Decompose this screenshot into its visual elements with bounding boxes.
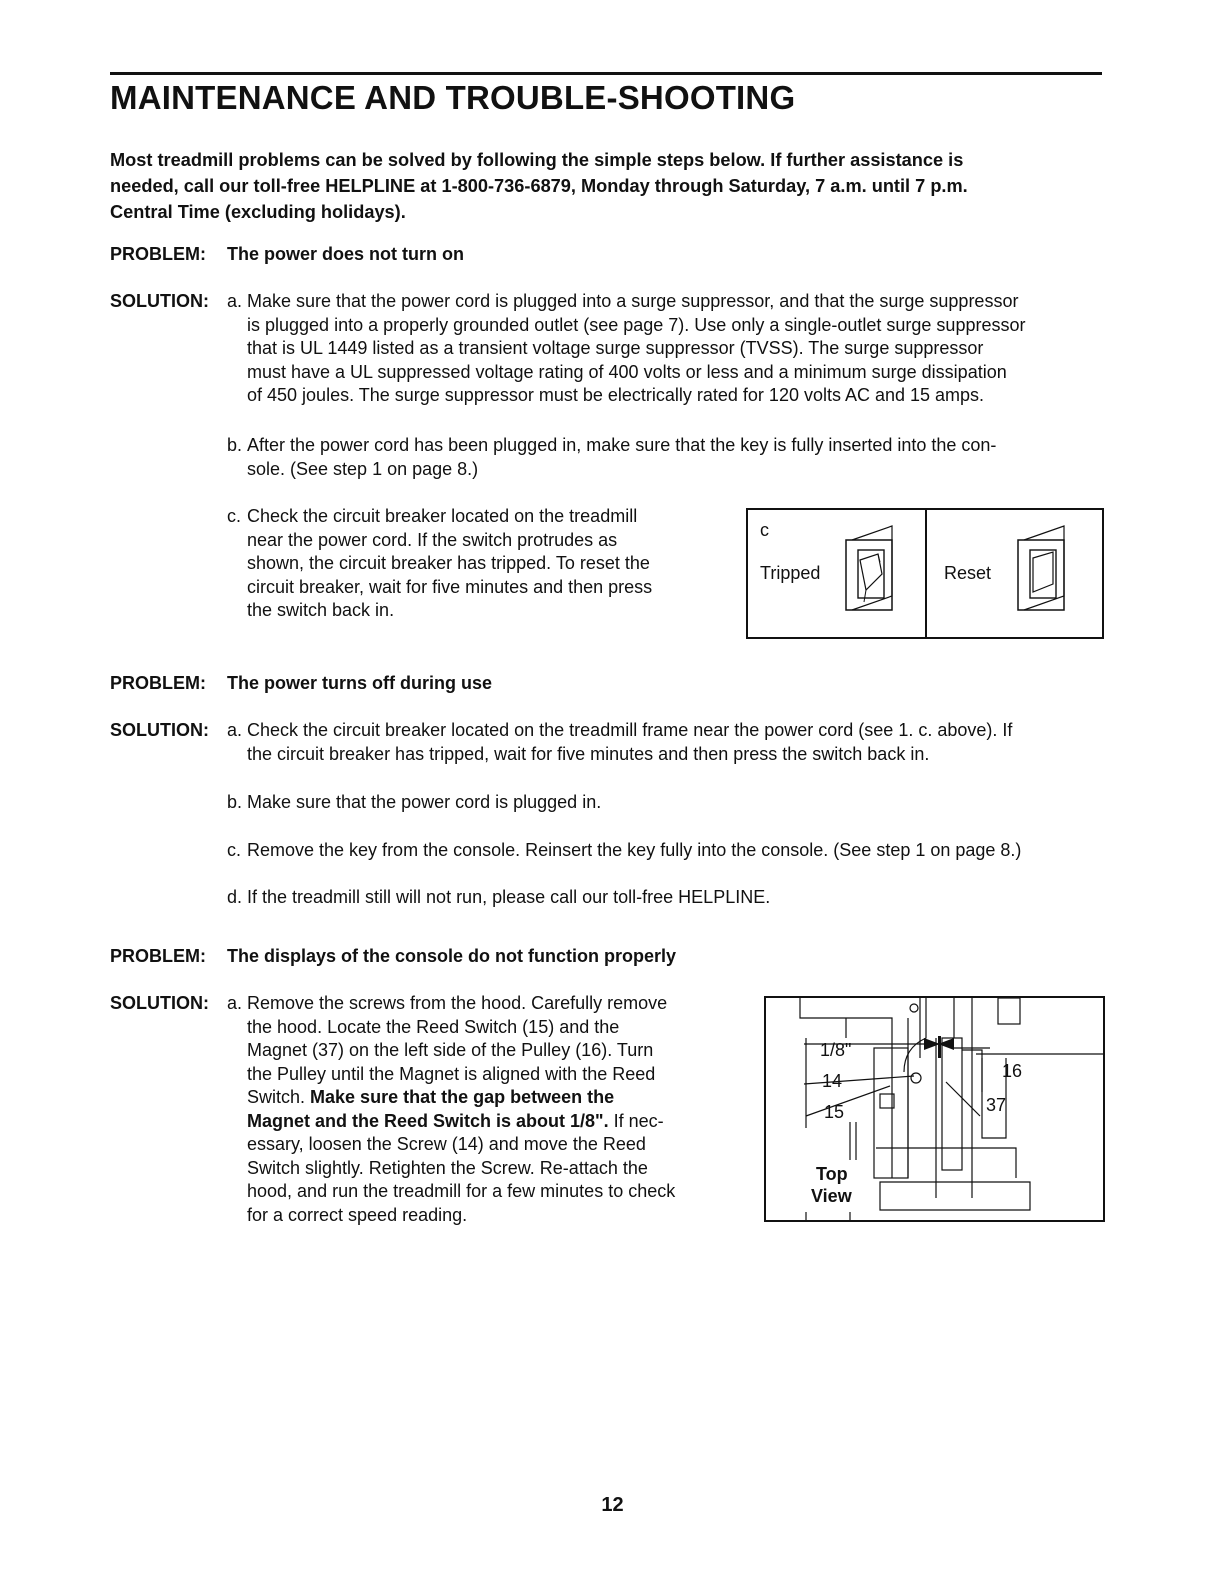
reset-switch-icon — [1016, 524, 1074, 620]
solution-label: SOLUTION: — [110, 291, 209, 311]
solution-item — [227, 886, 770, 910]
item-letter: b. — [227, 792, 243, 812]
item-line: must have a UL suppressed voltage rating of 400 volts or less and a minimum surge dissipation — [247, 361, 1007, 382]
view-label: View — [811, 1186, 852, 1206]
solution-item — [227, 719, 1012, 766]
gap-label: 1/8" — [820, 1040, 852, 1060]
item-line: the circuit breaker has tripped, wait for five minutes and then press the switch back in. — [247, 743, 930, 764]
problem-title: The displays of the console do not function properly — [227, 946, 677, 966]
item-line: Remove the key from the console. Reinsert the key fully into the console. (See step 1 on page 8.) — [247, 840, 1022, 860]
tripped-label: Tripped — [760, 563, 821, 583]
problem-label: PROBLEM: — [110, 244, 206, 264]
item-line: shown, the circuit breaker has tripped. To reset the — [247, 553, 650, 573]
item-line: Make sure that the power cord is plugged in. — [247, 792, 602, 812]
item-text: Switch. — [247, 1087, 311, 1107]
item-line — [247, 1110, 675, 1134]
intro-line: needed, call our toll-free HELPLINE at 1-800-736-6879, Monday through Saturday, 7 a.m. until 7 p.m. — [110, 176, 968, 196]
item-line: hood, and run the treadmill for a few minutes to check — [247, 1181, 676, 1201]
page-number: 12 — [601, 1494, 624, 1516]
item-line: essary, loosen the Screw (14) and move the Reed — [247, 1134, 646, 1154]
problem-label: PROBLEM: — [110, 673, 206, 693]
item-line: Magnet (37) on the left side of the Pulley (16). Turn — [247, 1040, 654, 1060]
item-line: Remove the screws from the hood. Carefully remove — [247, 993, 668, 1013]
item-line: circuit breaker, wait for five minutes and then press — [247, 576, 653, 597]
item-line: that is UL 1449 listed as a transient voltage surge suppressor (TVSS). The surge suppressor — [247, 338, 984, 358]
problem-title: The power does not turn on — [227, 244, 464, 264]
item-line: is plugged into a properly grounded outlet (see page 7). Use only a single-outlet surge suppressor — [247, 314, 1026, 335]
item-letter: c. — [227, 840, 242, 860]
item-line: If the treadmill still will not run, please call our toll-free HELPLINE. — [247, 887, 771, 907]
item-line: of 450 joules. The surge suppressor must be electrically rated for 120 volts AC and 15 amps. — [247, 385, 985, 405]
item-line: Check the circuit breaker located on the treadmill frame near the power cord (see 1. c. above). If — [247, 720, 1013, 740]
item-line: Switch slightly. Retighten the Screw. Re-attach the — [247, 1157, 648, 1178]
item-letter: a. — [227, 993, 243, 1013]
item-line: near the power cord. If the switch protrudes as — [247, 529, 618, 550]
part-37-label: 37 — [986, 1095, 1007, 1115]
item-line: the hood. Locate the Reed Switch (15) and the — [247, 1016, 620, 1037]
item-letter: b. — [227, 435, 243, 455]
solution-label: SOLUTION: — [110, 720, 209, 740]
item-line: sole. (See step 1 on page 8.) — [247, 458, 479, 479]
problem-label: PROBLEM: — [110, 946, 206, 966]
item-line: Make sure that the power cord is plugged into a surge suppressor, and that the surge suppressor — [247, 291, 1019, 311]
item-line — [247, 1086, 675, 1110]
item-line: the Pulley until the Magnet is aligned with the Reed — [247, 1063, 656, 1084]
solution-item — [227, 992, 675, 1227]
page-title: MAINTENANCE AND TROUBLE-SHOOTING — [110, 79, 796, 116]
item-text: If nec- — [608, 1110, 664, 1131]
title-rule — [110, 72, 1102, 75]
top-label: Top — [816, 1164, 848, 1184]
part-15-label: 15 — [824, 1102, 845, 1122]
figure-divider — [925, 510, 927, 637]
item-line: the switch back in. — [247, 600, 395, 620]
item-letter: a. — [227, 720, 243, 740]
solution-item — [227, 290, 1025, 408]
item-letter: c. — [227, 506, 242, 526]
item-emphasis: Magnet and the Reed Switch is about 1/8". — [247, 1110, 609, 1131]
tripped-switch-icon — [844, 524, 902, 620]
intro-line: Central Time (excluding holidays). — [110, 202, 406, 222]
reset-label: Reset — [944, 563, 992, 583]
item-letter: d. — [227, 887, 243, 907]
reed-switch-figure — [764, 996, 1105, 1222]
item-line: for a correct speed reading. — [247, 1204, 468, 1225]
item-letter: a. — [227, 291, 243, 311]
solution-item — [227, 505, 652, 623]
solution-item — [227, 791, 601, 815]
part-14-label: 14 — [822, 1071, 843, 1091]
item-line: Check the circuit breaker located on the treadmill — [247, 506, 638, 526]
intro-paragraph — [110, 147, 1102, 225]
solution-item — [227, 434, 996, 481]
item-line: After the power cord has been plugged in, make sure that the key is fully inserted into the con- — [247, 435, 997, 455]
intro-line: Most treadmill problems can be solved by following the simple steps below. If further assistance is — [110, 150, 964, 170]
item-emphasis: Make sure that the gap between the — [310, 1087, 615, 1107]
figure-ref-label: c — [760, 520, 769, 540]
solution-item — [227, 839, 1021, 863]
part-16-label: 16 — [1002, 1061, 1023, 1081]
solution-label: SOLUTION: — [110, 993, 209, 1013]
problem-title: The power turns off during use — [227, 673, 492, 693]
circuit-breaker-figure — [746, 508, 1104, 639]
